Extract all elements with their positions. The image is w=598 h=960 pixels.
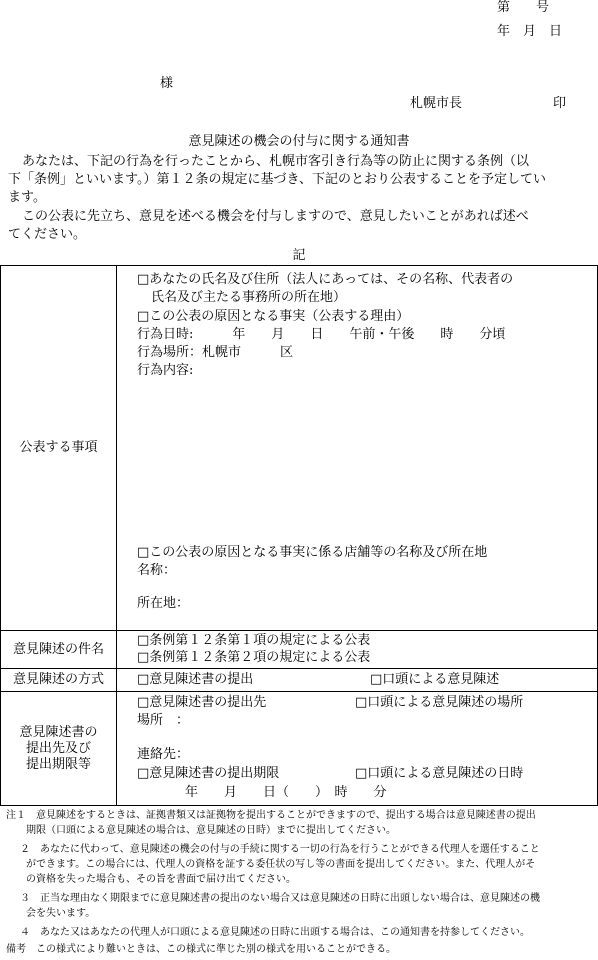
contact-field[interactable]: 連絡先：: [137, 747, 190, 762]
checkbox-submission-destination[interactable]: □意見陳述書の提出先: [137, 695, 267, 710]
sender-name: 札幌市長: [410, 96, 463, 111]
label-kenmei-text: 意見陳述の件名: [12, 641, 104, 657]
body-paragraph-2-line-1: この公表に先立ち、意見を述べる機会を付与しますので、意見したいことがあれば述べ: [22, 209, 529, 224]
act-datetime-field[interactable]: 行為日時: 年 月 日 午前・午後 時 分頃: [137, 327, 506, 342]
checkbox-submission-deadline[interactable]: □意見陳述書の提出期限: [137, 766, 280, 781]
checkbox-article-12-2[interactable]: □条例第１２条第２項の規定による公表: [137, 650, 371, 665]
label-teishutsu: [1, 692, 117, 806]
checkbox-article-12-1[interactable]: □条例第１２条第１項の規定による公表: [137, 633, 371, 648]
document-title: 意見陳述の機会の付与に関する通知書: [188, 134, 410, 149]
label-houshiki: [1, 669, 117, 692]
body-paragraph-2-line-2: てください。: [8, 227, 87, 242]
checkbox-oral-place[interactable]: □口頭による意見陳述の場所: [355, 695, 524, 710]
note-2-line-2: ができます。この場合には、代理人の資格を証する委任状の写し等の書面を提出してください。また、代理人がそ: [26, 859, 536, 870]
store-address-field[interactable]: 所在地：: [137, 596, 190, 611]
place-field[interactable]: 場所 ：: [137, 713, 190, 728]
checkbox-name-address[interactable]: □あなたの氏名及び住所（法人にあっては、その名称、代表者の: [137, 272, 514, 287]
label-teishutsu-line-3: 提出期限等: [25, 756, 91, 772]
note-3-line-2: 会を失います。: [26, 908, 96, 919]
note-1-line-2: 期限（口頭による意見陳述の場合は、意見陳述の日時）までに提出してください。: [26, 825, 396, 836]
act-place-field[interactable]: 行為場所：札幌市 区: [137, 345, 294, 360]
checkbox-oral-datetime[interactable]: □口頭による意見陳述の日時: [355, 766, 524, 781]
notice-form-table: [0, 265, 598, 806]
bikou-line: 備考 この様式により難いときは、この様式に準じた別の様式を用いることができる。: [6, 944, 396, 955]
note-3-line-1: ３ 正当な理由なく期限までに意見陳述書の提出のない場合又は意見陳述の日時に出頭しない場合は、意見陳述の機: [20, 893, 540, 904]
label-houshiki-text: 意見陳述の方式: [12, 672, 104, 687]
label-kouhyou: [1, 266, 117, 631]
label-teishutsu-line-2: 提出先及び: [25, 740, 91, 756]
note-2-line-3: の資格を失った場合も、その旨を書面で届け出てください。: [26, 874, 296, 885]
body-paragraph-1-line-3: ます。: [8, 190, 46, 205]
deadline-datetime-field[interactable]: 年 月 日（ ） 時 分: [185, 785, 387, 800]
document-number: 第 号: [497, 0, 550, 15]
note-4-line-1: ４ あなた又はあなたの代理人が口頭による意見陳述の日時に出頭する場合は、この通知書を持参してください。: [20, 927, 530, 938]
checkbox-written-statement[interactable]: □意見陳述書の提出: [137, 672, 254, 687]
cell-kenmei: [117, 631, 598, 669]
name-address-line-2: 氏名及び主たる事務所の所在地）: [151, 290, 347, 305]
seal-mark: 印: [553, 96, 567, 111]
cell-houshiki: [117, 669, 598, 692]
act-content-field[interactable]: 行為内容:: [137, 363, 194, 378]
checkbox-store-info[interactable]: □この公表の原因となる事実に係る店舗等の名称及び所在地: [137, 545, 488, 560]
body-paragraph-1-line-2: 下「条例」といいます。）第１２条の規定に基づき、下記のとおり公表することを予定してい: [8, 172, 546, 187]
note-2-line-1: ２ あなたに代わって、意見陳述の機会の付与の手続に関する一切の行為を行うことができる代理人を選任すること: [20, 844, 540, 855]
note-1-line-1: 注１ 意見陳述をするときは、証拠書類又は証拠物を提出することができますので、提出する場合は意見陳述書の提出: [6, 810, 536, 821]
cell-kouhyou: [117, 266, 598, 631]
ki-heading: 記: [292, 248, 306, 263]
checkbox-oral-statement[interactable]: □口頭による意見陳述: [370, 672, 500, 687]
addressee-suffix: 様: [160, 76, 174, 91]
checkbox-cause-fact[interactable]: □この公表の原因となる事実（公表する理由）: [137, 309, 410, 324]
label-teishutsu-line-1: 意見陳述書の: [19, 724, 98, 740]
document-date: 年 月 日: [497, 24, 563, 39]
body-paragraph-1-line-1: あなたは、下記の行為を行ったことから、札幌市客引き行為等の防止に関する条例（以: [22, 154, 530, 169]
store-name-field[interactable]: 名称：: [137, 563, 177, 578]
cell-teishutsu: [117, 692, 598, 806]
notes-section: [0, 808, 598, 957]
label-kenmei: [1, 631, 117, 669]
label-kouhyou-text: 公表する事項: [19, 440, 98, 455]
